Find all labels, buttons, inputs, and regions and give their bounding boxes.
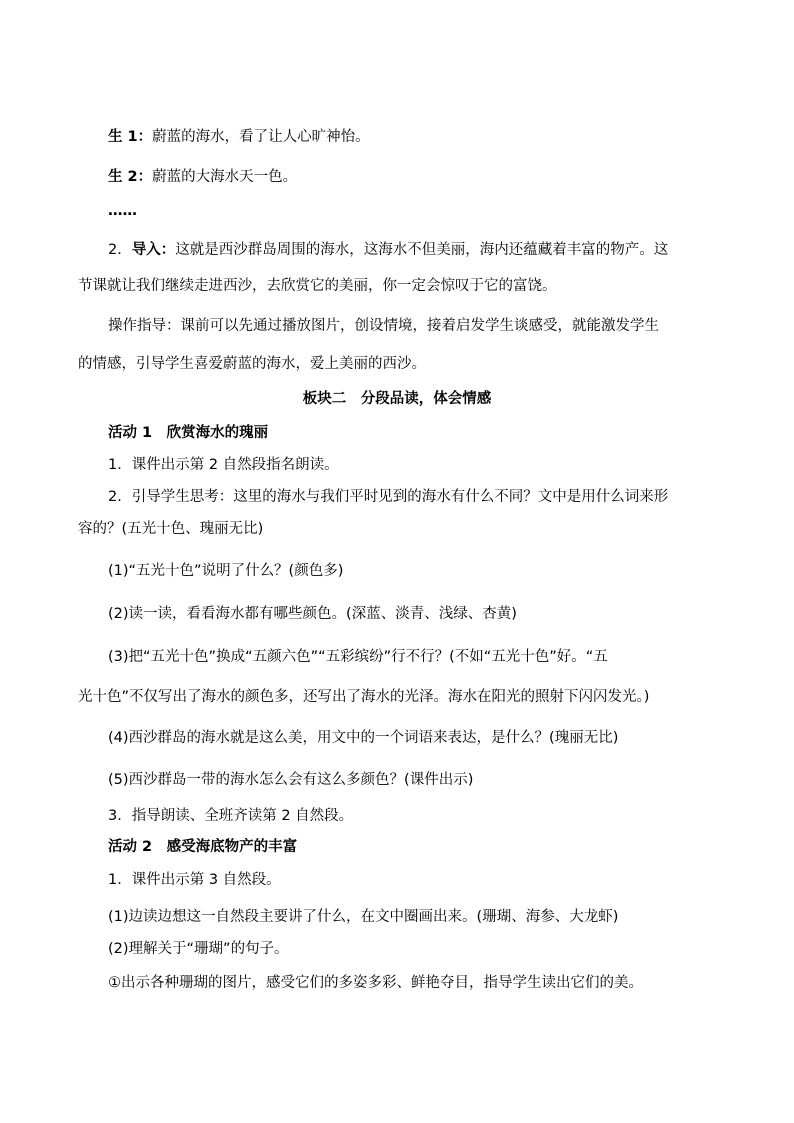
activity-2-question-2: (2)理解关于“珊瑚”的句子。: [108, 941, 289, 957]
activity-2-step-1: 1．课件出示第 3 自然段。: [108, 872, 281, 888]
intro-paragraph-line-2: 节课就让我们继续走进西沙，去欣赏它的美丽，你一定会惊叹于它的富饶。: [78, 278, 557, 294]
question-3-line-2: 光十色”不仅写出了海水的颜色多，还写出了海水的光泽。海水在阳光的照射下闪闪发光。): [78, 689, 650, 705]
activity-2-question-1: (1)边读边想这一自然段主要讲了什么，在文中圈画出来。(珊瑚、海参、大龙虾): [108, 909, 619, 925]
activity-1-step-3: 3．指导朗读、全班齐读第 2 自然段。: [108, 808, 354, 824]
question-4: (4)西沙群岛的海水就是这么美，用文中的一个词语来表达，是什么？(瑰丽无比): [108, 730, 619, 746]
guidance-line-1: 操作指导：课前可以先通过播放图片，创设情境，接着启发学生谈感受，就能激发学生: [108, 318, 659, 334]
activity-1-heading: 活动 1 欣赏海水的瑰丽: [108, 425, 269, 441]
ellipsis-line: ……: [108, 203, 137, 219]
activity-2-heading: 活动 2 感受海底物产的丰富: [108, 839, 298, 855]
guidance-line-2: 的情感，引导学生喜爱蔚蓝的海水，爱上美丽的西沙。: [78, 356, 426, 372]
student-answer-1: 生 1：蔚蓝的海水，看了让人心旷神怡。: [108, 129, 370, 145]
activity-2-substep-1: ①出示各种珊瑚的图片，感受它们的多姿多彩、鲜艳夺目，指导学生读出它们的美。: [108, 975, 643, 991]
question-2: (2)读一读，看看海水都有哪些颜色。(深蓝、淡青、浅绿、杏黄): [108, 606, 517, 622]
section-heading: 板块二 分段品读，体会情感: [302, 391, 492, 407]
student-answer-2: 生 2：蔚蓝的大海水天一色。: [108, 169, 298, 185]
question-5: (5)西沙群岛一带的海水怎么会有这么多颜色？(课件出示): [108, 772, 474, 788]
question-1: (1)“五光十色”说明了什么？(颜色多): [108, 563, 344, 579]
activity-1-step-1: 1．课件出示第 2 自然段指名朗读。: [108, 457, 339, 473]
activity-1-step-2-line-2: 容的？(五光十色、瑰丽无比): [78, 521, 264, 537]
question-3-line-1: (3)把“五光十色”换成“五颜六色”“五彩缤纷”行不行？(不如“五光十色”好。“五: [108, 649, 608, 665]
activity-1-step-2-line-1: 2．引导学生思考：这里的海水与我们平时见到的海水有什么不同？文中是用什么词来形: [108, 489, 669, 505]
intro-paragraph-line-1: 2．导入：这就是西沙群岛周围的海水，这海水不但美丽，海内还蕴藏着丰富的物产。这: [108, 242, 669, 258]
